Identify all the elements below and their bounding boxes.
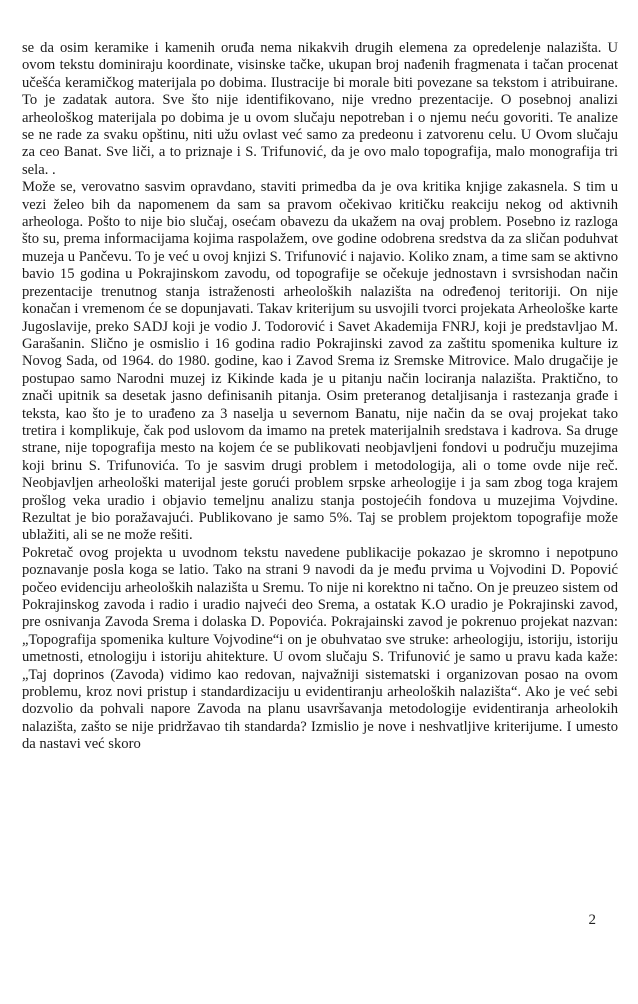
- paragraph-1: se da osim keramike i kamenih oruđa nema nikakvih drugih elemena za opredelenje nalazišta. U ovom tekstu dominiraju koordinate, visinske tačke, ukupan broj nađenih fragmenata i tačan procenat učešća keramičkog materijala po dobima. Ilustracije bi morale biti povezane sa tekstom i atribuirane. To je zadatak autora. Sve što nije identifikovano, nije vredno prezentacije. O posebnoj analizi arheološkog materijala po dobima je u ovom slučaju nepotreban i o njemu neću govoriti. Te analize se ne rade za svaku opštinu, niti užu ovlast već samo za predeonu i zatvorenu celu. U Ovom slučaju za ceo Banat. Sve liči, a to priznaje i S. Trifunović, da je ovo malo topografija, malo monografija tri sela. .: [22, 40, 618, 178]
- paragraph-3: Pokretač ovog projekta u uvodnom tekstu navedene publikacije pokazao je skromno i nepotpuno poznavanje posla koga se latio. Tako na strani 9 navodi da je među prvima u Vojvodini D. Popović počeo evidenciju arheoloških nalazišta u Sremu. To nije ni korektno ni tačno. On je preuzeo sistem od Pokrajinskog zavoda i radio i uradio najveći deo Srema, a ostatak K.O uradio je Pokrajinski zavod, pre osnivanja Zavoda Srema i dolaska D. Popovića. Pokrajainski zavod je pokrenuo projekat nazvan: „Topografija spomenika kulture Vojvodine“i on je obuhvatao sve struke: arheologiju, istoriju, istoriju umetnosti, etnologiju i istoriju ahitekture. U ovom slučaju S. Trifunović je samo u pravu kada kaže: „Taj doprinos (Zavoda) vidimo kao redovan, najvažniji sistematski i organizovan posao na ovom problemu, kroz novi pristup i standardizaciju u evidentiranju arheoloških nalazišta“. Ako je već sebi dozvolio da pohvali napore Zavoda na planu usavršavanja metodologije evidentiranja arheolokih nalazišta, zašto se nije pridržavao tih standarda? Izmislio je nove i neshvatljive kriterijume. I umesto da nastavi već skoro: [22, 544, 618, 753]
- page-number: 2: [588, 912, 596, 928]
- body-text: [22, 40, 618, 754]
- paragraph-2: Može se, verovatno sasvim opravdano, staviti primedba da je ova kritika knjige zakasnela. S tim u vezi želeo bih da napomenem da sam sa pravom očekivao kritičku reakciju nekog od aktivnih arheologa. Pošto to nije bio slučaj, osećam obavezu da ukažem na ovaj problem. Posebno iz razloga što su, prema informacijama kojima raspolažem, ove godine odobrena sredstva da za sličan poduhvat muzeja u Pančevu. To je već u ovoj knjizi S. Trifunović i najavio. Koliko znam, a time sam se aktivno bavio 15 godina u Pokrajinskom zavodu, od topografije se očekuje jednostavn i svrsishodan način prezentacije trenutnog stanja istraženosti arheoloških nalazišta na određenoj teritoriji. On nije konačan i vremenom će se dopunjavati. Takav kriterijum su usvojili tvorci projekata Arheološke karte Jugoslavije, preko SADJ koji je vodio J. Todorović i Savet Akademija FNRJ, koji je predstavljao M. Garašanin. Slično je osmislio i 16 godina radio Pokrajinski zavod za zaštitu spomenika kulture iz Novog Sada, od 1964. do 1980. godine, kao i Zavod Srema iz Sremske Mitrovice. Malo drugačije je postupao samo Narodni muzej iz Kikinde kada je u pitanju način lociranja nalazišta. Praktično, to znači upitnik sa desetak jasno definisanih pitanja. Osim preteranog detaljisanja i rastezanja građe i teksta, kao što je to urađeno za 3 naselja u severnom Banatu, nije način da se ovaj projekat tako tretira i komplikuje, čak pod uslovom da imamo na pretek materijalnih sredstava i kadrova. Sa druge strane, nije topografija mesto na kojem će se publikovati neobjavljeni fondovi u području muzejima koji brinu S. Trifunovića. To je sasvim drugi problem i metodologija, ali o tome ovde nije reč. Neobjavljen arheološki materijal jeste gorući problem srpske arheologije i ja sam zbog toga krajem prošlog veka uradio i objavio temeljnu analizu stanja postojećih fondova u muzejima Vojvdine. Rezultat je bio poražavajući. Publikovano je samo 5%. Taj se problem projektom topografije može ublažiti, ali se ne može rešiti.: [22, 179, 618, 544]
